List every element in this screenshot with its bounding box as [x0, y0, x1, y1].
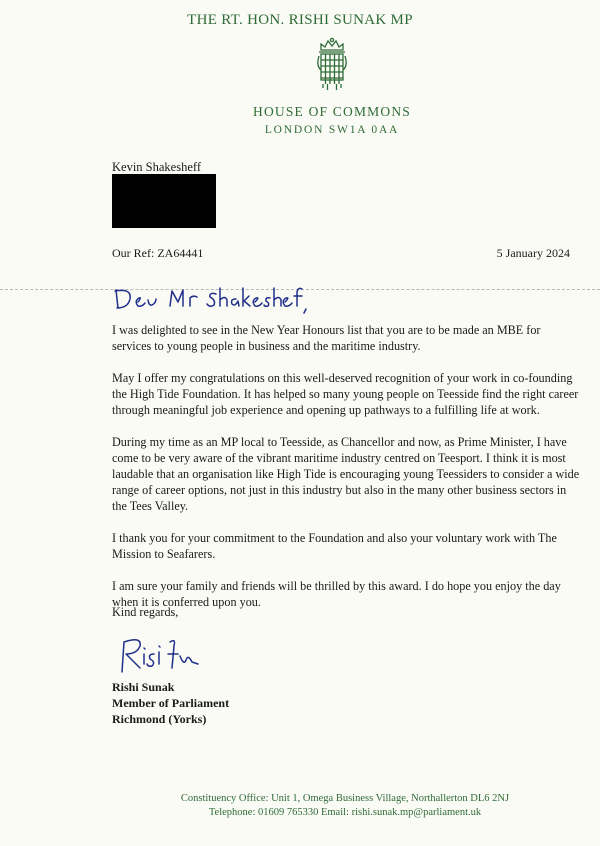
footer-office: Constituency Office: Unit 1, Omega Business Village, Northallerton DL6 2NJ: [180, 793, 510, 804]
letter-body: [112, 322, 582, 626]
house-of-commons: HOUSE OF COMMONS: [253, 104, 411, 119]
paragraph: I was delighted to see in the New Year Honours list that you are to be made an MBE for services to young people in business and the maritime industry.: [112, 323, 541, 353]
paragraph: May I offer my congratulations on this well-deserved recognition of your work in co-founding the High Tide Foundation. It has helped so many young people on Teesside find the right career through meaningful job experience and opening up pathways to a fulfilling life at work.: [112, 371, 579, 417]
signatory-name: Rishi Sunak: [112, 680, 175, 694]
portcullis-icon: [315, 36, 349, 92]
signature: [112, 632, 202, 678]
handwritten-salutation: [112, 282, 312, 314]
footer-contact: Telephone: 01609 765330 Email: rishi.sunak.mp@parliament.uk: [208, 807, 482, 818]
closing: Kind regards,: [112, 605, 179, 619]
letterhead-address: LONDON SW1A 0AA: [264, 124, 400, 136]
paragraph: During my time as an MP local to Teesside, as Chancellor and now, as Prime Minister, I have come to be very aware of the vibrant maritime industry centred on Teesport. I think it is most laudable that an organisation like High Tide is encouraging young Teessiders to consider a wide range of career options, not just in this industry but also in the many other business sectors in the Tees Valley.: [112, 435, 580, 513]
recipient-name: Kevin Shakesheff: [112, 160, 201, 174]
our-reference: Our Ref: ZA64441: [112, 246, 204, 260]
footer: [0, 792, 600, 820]
redacted-address: [112, 174, 216, 228]
letter-date: 5 January 2024: [496, 246, 570, 260]
letterhead-name: THE RT. HON. RISHI SUNAK MP: [187, 12, 413, 28]
signatory-role: Member of Parliament: [112, 696, 230, 710]
signature-block: [112, 679, 229, 727]
paragraph: I am sure your family and friends will be thrilled by this award. I do hope you enjoy the day when it is conferred upon you.: [112, 579, 561, 609]
signatory-constituency: Richmond (Yorks): [112, 712, 207, 726]
paragraph: I thank you for your commitment to the Foundation and also your voluntary work with The Mission to Seafarers.: [112, 531, 557, 561]
